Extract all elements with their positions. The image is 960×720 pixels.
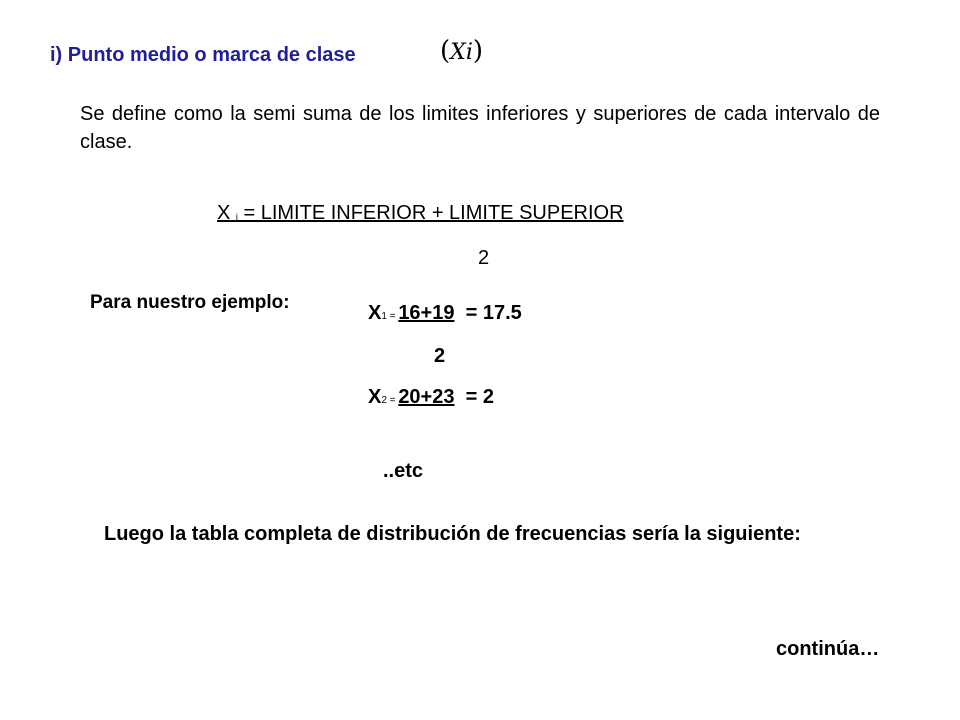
x1-sub: 1 [381, 311, 387, 322]
x2-var: X [368, 386, 382, 408]
x1-eq: = [386, 311, 399, 322]
table-intro-paragraph: Luego la tabla completa de distribución de frecuencias sería la siguiente: [104, 523, 801, 545]
continue-text: continúa… [776, 638, 880, 660]
x2-eq: = [386, 395, 399, 406]
symbol-close-paren: ) [472, 36, 484, 66]
x1-var: X [368, 302, 382, 324]
example-x1 [368, 302, 522, 325]
symbol-open-paren: ( [440, 36, 451, 66]
section-heading: i) Punto medio o marca de clase [50, 44, 356, 66]
formula-subscript: i [235, 212, 238, 222]
class-mark-symbol [440, 36, 483, 66]
definition-paragraph: Se define como la semi suma de los limites inferiores y superiores de cada intervalo de clase. [80, 103, 880, 153]
formula-denominator: 2 [478, 247, 490, 269]
formula-rhs: = LIMITE INFERIOR + LIMITE SUPERIOR [237, 202, 624, 224]
formula-lhs: X [217, 202, 231, 224]
etc-text: ..etc [383, 460, 424, 482]
x2-sub: 2 [381, 395, 387, 406]
formula-numerator [217, 202, 624, 225]
example-x2 [368, 386, 494, 409]
x2-numerator: 20+23 [398, 386, 455, 408]
x1-result: = 17.5 [465, 302, 522, 324]
x2-result: = 2 [465, 386, 494, 408]
x1-denominator: 2 [434, 345, 446, 367]
x1-numerator: 16+19 [398, 302, 455, 324]
example-label: Para nuestro ejemplo: [90, 292, 290, 313]
symbol-text: Xi [450, 40, 473, 65]
